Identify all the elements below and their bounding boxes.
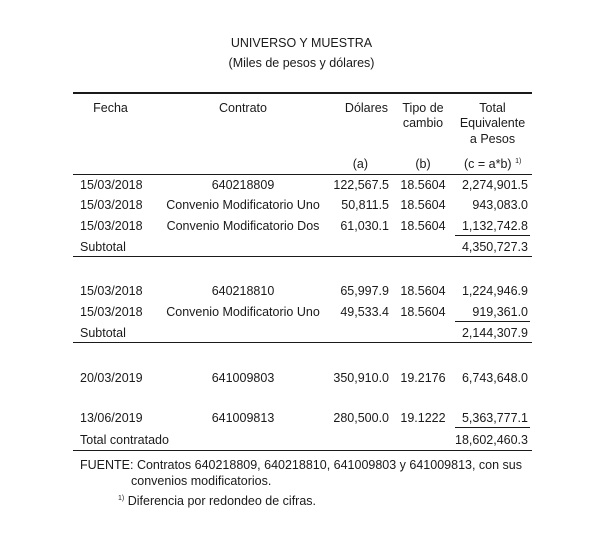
cell-total: 943,083.0	[472, 198, 528, 212]
cell-tipo: 18.5604	[400, 305, 446, 319]
cell-dolares: 122,567.5	[333, 178, 389, 192]
subtotal-rule	[73, 342, 532, 343]
cell-tipo: 19.2176	[400, 371, 446, 385]
total-label: Total contratado	[80, 433, 169, 447]
cell-fecha: 15/03/2018	[80, 305, 143, 319]
table-subtitle: (Miles de pesos y dólares)	[228, 56, 375, 70]
header-sub-c-note: 1)	[515, 158, 522, 165]
total-value: 18,602,460.3	[455, 433, 528, 447]
cell-tipo: 18.5604	[400, 219, 446, 233]
cell-dolares: 65,997.9	[340, 284, 389, 298]
total-underline	[455, 427, 530, 428]
header-tipo-line2: cambio	[402, 116, 444, 130]
cell-dolares: 49,533.4	[340, 305, 389, 319]
header-sub-b: (b)	[415, 157, 431, 171]
header-sub-c	[464, 157, 521, 171]
cell-contrato: Convenio Modificatorio Dos	[166, 219, 320, 233]
header-fecha: Fecha	[93, 101, 128, 115]
subtotal-underline	[455, 235, 530, 236]
cell-total: 1,224,946.9	[461, 284, 528, 298]
cell-contrato: 640218809	[211, 178, 275, 192]
footnote-mark: 1)	[118, 495, 125, 502]
header-dolares: Dólares	[344, 101, 388, 115]
cell-tipo: 18.5604	[400, 198, 446, 212]
header-sub-c-formula: (c = a*b)	[464, 157, 512, 171]
top-rule	[73, 92, 532, 94]
cell-fecha: 15/03/2018	[80, 198, 143, 212]
cell-total: 5,363,777.1	[461, 411, 528, 425]
subtotal-value: 4,350,727.3	[461, 240, 528, 254]
bottom-rule	[73, 450, 532, 451]
cell-dolares: 350,910.0	[333, 371, 389, 385]
cell-tipo: 18.5604	[400, 178, 446, 192]
cell-tipo: 18.5604	[400, 284, 446, 298]
cell-total: 6,743,648.0	[461, 371, 528, 385]
cell-dolares: 61,030.1	[340, 219, 389, 233]
cell-fecha: 15/03/2018	[80, 284, 143, 298]
cell-fecha: 13/06/2019	[80, 411, 143, 425]
header-total-line2: Equivalente	[459, 116, 526, 130]
header-contrato: Contrato	[219, 101, 267, 115]
footnote	[118, 494, 316, 508]
source-line1: FUENTE: Contratos 640218809, 640218810, 641009803 y 641009813, con sus	[80, 458, 522, 472]
cell-contrato: Convenio Modificatorio Uno	[166, 305, 320, 319]
cell-total: 919,361.0	[472, 305, 528, 319]
subtotal-label: Subtotal	[80, 240, 126, 254]
subtotal-value: 2,144,307.9	[461, 326, 528, 340]
cell-contrato: Convenio Modificatorio Uno	[166, 198, 320, 212]
cell-total: 1,132,742.8	[461, 219, 528, 233]
header-total-line3: a Pesos	[469, 132, 516, 146]
cell-dolares: 50,811.5	[341, 198, 389, 212]
cell-contrato: 640218810	[211, 284, 275, 298]
footnote-text: Diferencia por redondeo de cifras.	[127, 494, 317, 508]
cell-fecha: 20/03/2019	[80, 371, 143, 385]
cell-total: 2,274,901.5	[461, 178, 528, 192]
cell-fecha: 15/03/2018	[80, 219, 143, 233]
header-tipo-line1: Tipo de	[402, 101, 444, 115]
subtotal-underline	[455, 321, 530, 322]
header-rule	[73, 174, 532, 175]
subtotal-label: Subtotal	[80, 326, 126, 340]
cell-contrato: 641009803	[211, 371, 275, 385]
subtotal-rule	[73, 256, 532, 257]
cell-fecha: 15/03/2018	[80, 178, 143, 192]
cell-contrato: 641009813	[211, 411, 275, 425]
cell-tipo: 19.1222	[400, 411, 446, 425]
table-title: UNIVERSO Y MUESTRA	[230, 36, 373, 50]
cell-dolares: 280,500.0	[333, 411, 389, 425]
header-total-line1: Total	[479, 101, 506, 115]
header-sub-a: (a)	[352, 157, 368, 171]
source-line2: convenios modificatorios.	[131, 474, 272, 488]
